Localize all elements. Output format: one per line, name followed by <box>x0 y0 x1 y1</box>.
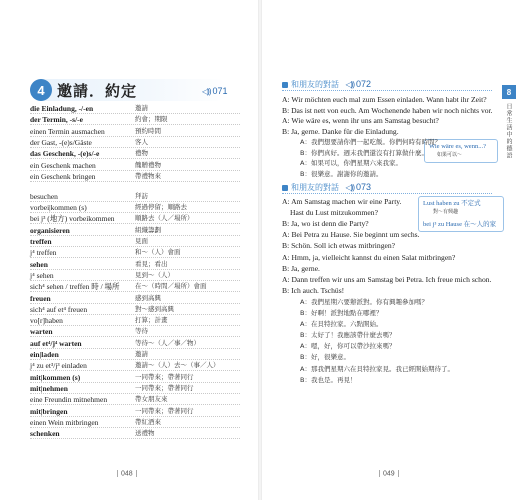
dialogue-line-translation: B：你們真好。週末我們還沒有打算做什麼。 <box>300 148 428 157</box>
left-page-number <box>114 470 140 477</box>
audio-track-071[interactable] <box>202 86 228 96</box>
vocab-german: j⁴ treffen <box>30 248 57 258</box>
vocab-german: mit|nehmen <box>30 383 68 393</box>
vocab-translation: 一同帶來；帶著同行 <box>135 372 194 381</box>
vocab-translation: 見面 <box>135 237 148 245</box>
vocab-translation: 打算；計畫 <box>135 316 168 325</box>
vocab-row <box>30 114 240 125</box>
chapter-title: 邀請．約定 <box>57 82 138 100</box>
grammar-note-3-text: bei j³ zu Hause 在～人的家 <box>423 221 497 228</box>
dialogue-line: A: Am Samstag machen wir eine Party. <box>282 197 402 206</box>
dialogue-line-translation: A：那我們星期六在貝特拉家見。我已經開始期待了。 <box>300 364 454 373</box>
vocab-row <box>30 349 240 360</box>
vocab-translation: 組織籌劃 <box>135 225 161 234</box>
vocab-german: mit|kommen (s) <box>30 372 81 382</box>
dialogue-line: A: Wie wäre es, wenn ihr uns am Samstag besucht? <box>282 116 439 125</box>
vocab-translation: 禮物 <box>135 149 148 158</box>
vocab-german: ein Geschenk bringen <box>30 171 96 181</box>
vocab-row <box>30 247 240 258</box>
audio-track-number: 072 <box>356 79 372 89</box>
dialogue-line-translation: B：太好了！我應該帶什麼去嗎？ <box>300 331 396 340</box>
vocab-german: sehen <box>30 259 48 269</box>
vocab-translation: 和～（人）會面 <box>135 248 181 257</box>
vocab-german: vo[r]haben <box>30 316 63 326</box>
right-page-number-text: 049 <box>383 470 395 478</box>
vocab-translation: 在～（時間／場所）會面 <box>135 282 207 291</box>
vocab-translation: 見到～（人） <box>135 270 174 279</box>
vocab-german: eine Freundin mitnehmen <box>30 395 108 405</box>
dialogue-line: Hast du Lust mitzukommen? <box>290 208 378 218</box>
vocab-german: besuchen <box>30 191 58 201</box>
vocab-translation: 邀請 <box>135 350 148 358</box>
vocab-row <box>30 191 240 202</box>
vocab-translation: 帶禮物來 <box>135 171 161 180</box>
dialogue-line: B: Ja, gerne. <box>282 263 320 273</box>
section1-title <box>282 79 371 90</box>
vocab-row <box>30 202 240 213</box>
vocab-german: einen Termin ausmachen <box>30 126 105 136</box>
dialogue-line-translation: B：我也是。再見！ <box>300 375 357 384</box>
vocab-translation: 預約時間 <box>135 126 161 135</box>
dialogue-line: A: Bei Petra zu Hause. Sie beginnt um sechs. <box>282 230 420 240</box>
left-page-number-text: 048 <box>121 470 133 478</box>
vocab-translation: 送禮物 <box>135 429 155 438</box>
vocab-translation: 邀請～（人）去～（事／人） <box>135 361 220 370</box>
dialogue-line-translation: A：我們星期六要辦派對。你有興趣參加嗎？ <box>300 297 428 306</box>
dialogue-line: A: Dann treffen wir uns am Samstag bei Petra. Ich freue mich schon. <box>282 274 492 284</box>
vocab-row <box>30 338 240 349</box>
side-tab-text: 日常生活中的德語 <box>505 103 512 159</box>
vocab-translation: 等待 <box>135 327 148 336</box>
section2-title-text: 和朋友的對話 <box>291 183 339 192</box>
vocab-row <box>30 213 240 224</box>
vocab-row <box>30 270 240 281</box>
dialogue-line: A: Hmm, ja, vielleicht kannst du einen Salat mitbringen? <box>282 252 456 262</box>
dialogue-line: B: Ja, wo ist denn die Party? <box>282 219 369 229</box>
dialogue-line-translation: A：如果可以，你們星期六來我家。 <box>300 159 402 167</box>
vocab-row <box>30 383 240 394</box>
dialogue-line: B: Ja, gerne. Danke für die Einladung. <box>282 126 399 136</box>
vocab-translation: 拜訪 <box>135 191 148 200</box>
audio-track-072[interactable] <box>346 79 372 89</box>
vocab-translation: 看見；看出 <box>135 259 168 268</box>
vocab-german: sich⁴ sehen / treffen 時 / 場所 <box>30 282 120 292</box>
vocab-row <box>30 315 240 326</box>
vocab-german: vorbei|kommen (s) <box>30 203 87 213</box>
vocab-translation: 感到高興 <box>135 293 161 302</box>
vocab-german: der Gast, -(e)s/Gäste <box>30 137 92 147</box>
vocab-translation: 對～感到高興 <box>135 304 174 313</box>
vocab-german: die Einladung, -/-en <box>30 104 94 113</box>
dialogue-line-translation: B：好啊！派對地點在哪裡？ <box>300 309 383 317</box>
section2-title <box>282 182 371 193</box>
section-bullet-icon <box>282 185 288 191</box>
grammar-note-1-text: Wie wäre es, wenn...? <box>429 143 486 150</box>
vocab-row <box>30 259 240 270</box>
section1-divider <box>282 90 492 92</box>
vocab-row <box>30 137 240 148</box>
vocab-german: auf et⁴/j⁴ warten <box>30 338 82 348</box>
vocab-row <box>30 293 240 304</box>
vocab-row <box>30 417 240 428</box>
grammar-note-1-translation: 如果可以～ <box>437 152 463 158</box>
section-bullet-icon <box>282 82 288 88</box>
audio-wave-icon: ◁)) <box>345 80 355 89</box>
vocab-translation: 一同帶來；帶著同行 <box>135 406 194 415</box>
vocab-german: sich⁴ auf et⁴ freuen <box>30 304 88 314</box>
dialogue-line-translation: A：在貝特拉家。六點開始。 <box>300 320 383 329</box>
vocab-row <box>30 406 240 417</box>
vocab-german: warten <box>30 327 53 337</box>
vocab-german: j⁴ zu et³/j³ einladen <box>30 361 87 371</box>
vocab-german: schenken <box>30 429 60 439</box>
vocab-row <box>30 304 240 315</box>
vocab-german: ein Geschenk machen <box>30 160 96 170</box>
vocab-row <box>30 394 240 405</box>
vocab-translation: 邀請 <box>135 104 148 112</box>
dialogue-line-translation: A：嗯，好，你可以帶沙拉來嗎？ <box>300 342 396 351</box>
chapter-number-badge: 4 <box>30 79 52 101</box>
vocab-row <box>30 160 240 171</box>
vocab-translation: 帶紅酒來 <box>135 417 161 426</box>
vocab-row <box>30 326 240 337</box>
vocab-translation: 帶女朋友來 <box>135 395 168 404</box>
vocab-row <box>30 103 240 114</box>
chapter-side-tab <box>502 85 516 195</box>
dialogue-line: A: Wir möchten euch mal zum Essen einladen. Wann habt ihr Zeit? <box>282 95 487 104</box>
vocab-german: ein|laden <box>30 350 59 359</box>
dialogue-line: B: Das ist nett von euch. Am Wochenende haben wir noch nichts vor. <box>282 105 493 115</box>
vocab-german: treffen <box>30 237 52 246</box>
dialogue-line: B: Schön. Soll ich etwas mitbringen? <box>282 241 396 251</box>
grammar-note-2 <box>418 196 504 232</box>
vocab-german: organisieren <box>30 225 70 235</box>
vocab-row <box>30 360 240 371</box>
right-page-number <box>376 470 402 477</box>
vocab-translation: 約會；期限 <box>135 115 168 124</box>
vocab-german: der Termin, -s/-e <box>30 115 83 125</box>
audio-track-number: 073 <box>356 182 372 192</box>
audio-track-number: 071 <box>212 86 228 96</box>
audio-track-073[interactable] <box>346 182 372 192</box>
grammar-note-2-translation: 對～有興趣 <box>433 209 459 215</box>
audio-wave-icon: ◁)) <box>345 183 355 192</box>
dialogue-line: B: Ich auch. Tschüs! <box>282 285 345 295</box>
vocab-row <box>30 126 240 137</box>
vocab-german: freuen <box>30 293 51 303</box>
vocab-translation: 客人 <box>135 137 148 146</box>
vocab-row <box>30 148 240 159</box>
dialogue-line-translation: A：我們想要請你們一起吃飯。你們何時有時間？ <box>300 138 441 146</box>
vocab-row <box>30 236 240 247</box>
vocab-translation: 順路去（人／場所） <box>135 214 194 223</box>
vocab-row <box>30 281 240 292</box>
audio-wave-icon: ◁)) <box>202 87 211 96</box>
vocab-german: mit|bringen <box>30 406 68 416</box>
section1-title-text: 和朋友的對話 <box>291 80 339 89</box>
section2-divider <box>282 193 492 195</box>
vocab-row <box>30 428 240 439</box>
side-tab-number: 8 <box>502 85 516 99</box>
vocab-translation: 經過停留；順路去 <box>135 203 187 212</box>
vocab-german: einen Wein mitbringen <box>30 417 99 427</box>
grammar-note-2-text: Lust haben zu 不定式 <box>423 200 481 207</box>
vocab-row <box>30 225 240 236</box>
vocab-row <box>30 372 240 383</box>
vocab-german: das Geschenk, -(e)s/-e <box>30 149 100 159</box>
vocab-translation: 一同帶來；帶著同行 <box>135 383 194 392</box>
vocab-row <box>30 171 240 182</box>
vocab-german: j⁴ sehen <box>30 270 54 280</box>
dialogue-line-translation: B：很樂意。謝謝你的邀請。 <box>300 169 383 178</box>
vocab-translation: 等待～（人／事／物） <box>135 338 200 347</box>
vocab-translation: 餽贈禮物 <box>135 160 161 169</box>
vocab-german: bei j³ (地方) vorbeikommen <box>30 214 115 224</box>
dialogue-line-translation: B：好，很樂意。 <box>300 353 350 362</box>
